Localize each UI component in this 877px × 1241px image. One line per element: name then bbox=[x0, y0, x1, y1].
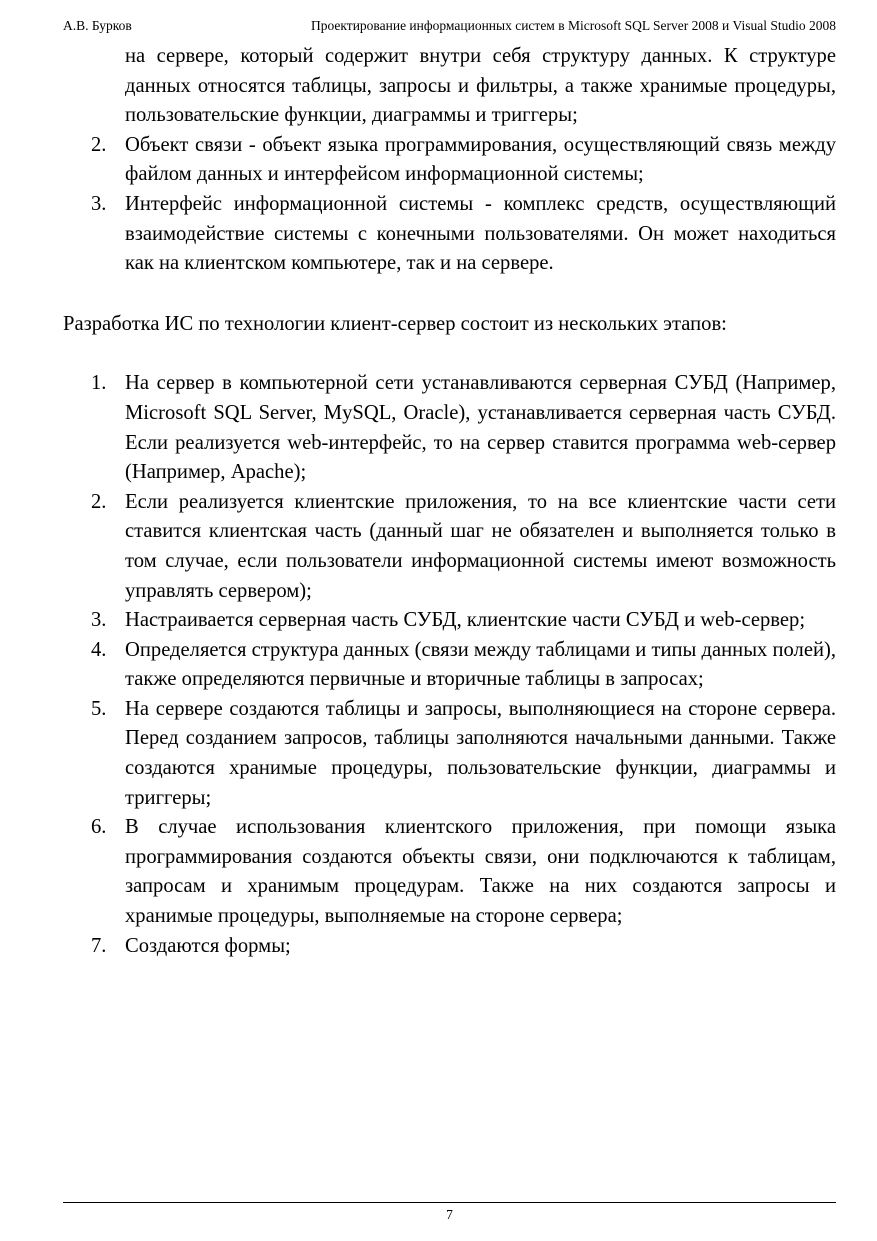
list-item-text: на сервере, который содержит внутри себя структуру данных. К структуре данных относятся таблицы, запросы и фильтры, а также хранимые процедуры, пользовательские функции, диаграммы и триггеры; bbox=[125, 45, 836, 127]
development-steps-list bbox=[63, 369, 836, 961]
list-item bbox=[63, 932, 836, 962]
list-item bbox=[63, 488, 836, 606]
list-item-text: В случае использования клиентского приложения, при помощи языка программирования создаются объекты связи, они подключаются к таблицам, запросам и хранимым процедурам. Также на них создаются запросы и хранимые процедуры, выполняемые на стороне сервера; bbox=[125, 816, 836, 928]
list-item bbox=[63, 813, 836, 931]
page-content bbox=[63, 42, 836, 961]
list-item-text: Создаются формы; bbox=[125, 934, 291, 957]
list-item-text: На сервере создаются таблицы и запросы, выполняющиеся на стороне сервера. Перед созданием запросов, таблицы заполняются начальными данными. Также создаются хранимые процедуры, пользовательские функции, диаграммы и триггеры; bbox=[125, 697, 836, 809]
list-item bbox=[63, 636, 836, 695]
list-item-number: 3. bbox=[91, 192, 107, 215]
list-item-number: 4. bbox=[91, 638, 107, 661]
list-item-continuation bbox=[63, 42, 836, 131]
components-list bbox=[63, 131, 836, 279]
list-item bbox=[63, 695, 836, 813]
list-item-text: Определяется структура данных (связи между таблицами и типы данных полей), также определяются первичные и вторичные таблицы в запросах; bbox=[125, 638, 836, 691]
list-item-number: 2. bbox=[91, 133, 107, 156]
page-number: 7 bbox=[446, 1207, 453, 1222]
list-item bbox=[63, 369, 836, 487]
list-item-text: Если реализуется клиентские приложения, то на все клиентские части сети ставится клиентская часть (данный шаг не обязателен и выполняется только в том случае, если пользователи информационной системы имеют возможность управлять сервером); bbox=[125, 490, 836, 602]
list-item-number: 2. bbox=[91, 490, 107, 513]
list-item-text: Интерфейс информационной системы - комплекс средств, осуществляющий взаимодействие системы с конечными пользователями. Он может находиться как на клиентском компьютере, так и на сервере. bbox=[125, 192, 836, 275]
list-item-number: 1. bbox=[91, 372, 107, 395]
list-item-number: 5. bbox=[91, 697, 107, 720]
list-item-text: Настраивается серверная часть СУБД, клиентские части СУБД и web-сервер; bbox=[125, 609, 806, 632]
intro-paragraph: Разработка ИС по технологии клиент-сервер состоит из нескольких этапов: bbox=[63, 312, 727, 335]
header-book-title: Проектирование информационных систем в Microsoft SQL Server 2008 и Visual Studio 2008 bbox=[311, 18, 836, 33]
page-header bbox=[63, 16, 836, 36]
list-item bbox=[63, 190, 836, 279]
footer-divider bbox=[63, 1202, 836, 1203]
list-item-number: 7. bbox=[91, 934, 107, 957]
list-item bbox=[63, 606, 836, 636]
list-item-text: Объект связи - объект языка программирования, осуществляющий связь между файлом данных и интерфейсом информационной системы; bbox=[125, 133, 836, 186]
header-author: А.В. Бурков bbox=[63, 18, 132, 33]
list-item bbox=[63, 131, 836, 190]
list-item-text: На сервер в компьютерной сети устанавливаются серверная СУБД (Например, Microsoft SQL Server, MySQL, Oracle), устанавливается серверная часть СУБД. Если реализуется web-интерфейс, то на сервер ставится программа web-сервер (Например, Apache); bbox=[125, 372, 836, 484]
list-item-number: 6. bbox=[91, 816, 107, 839]
list-item-number: 3. bbox=[91, 609, 107, 632]
